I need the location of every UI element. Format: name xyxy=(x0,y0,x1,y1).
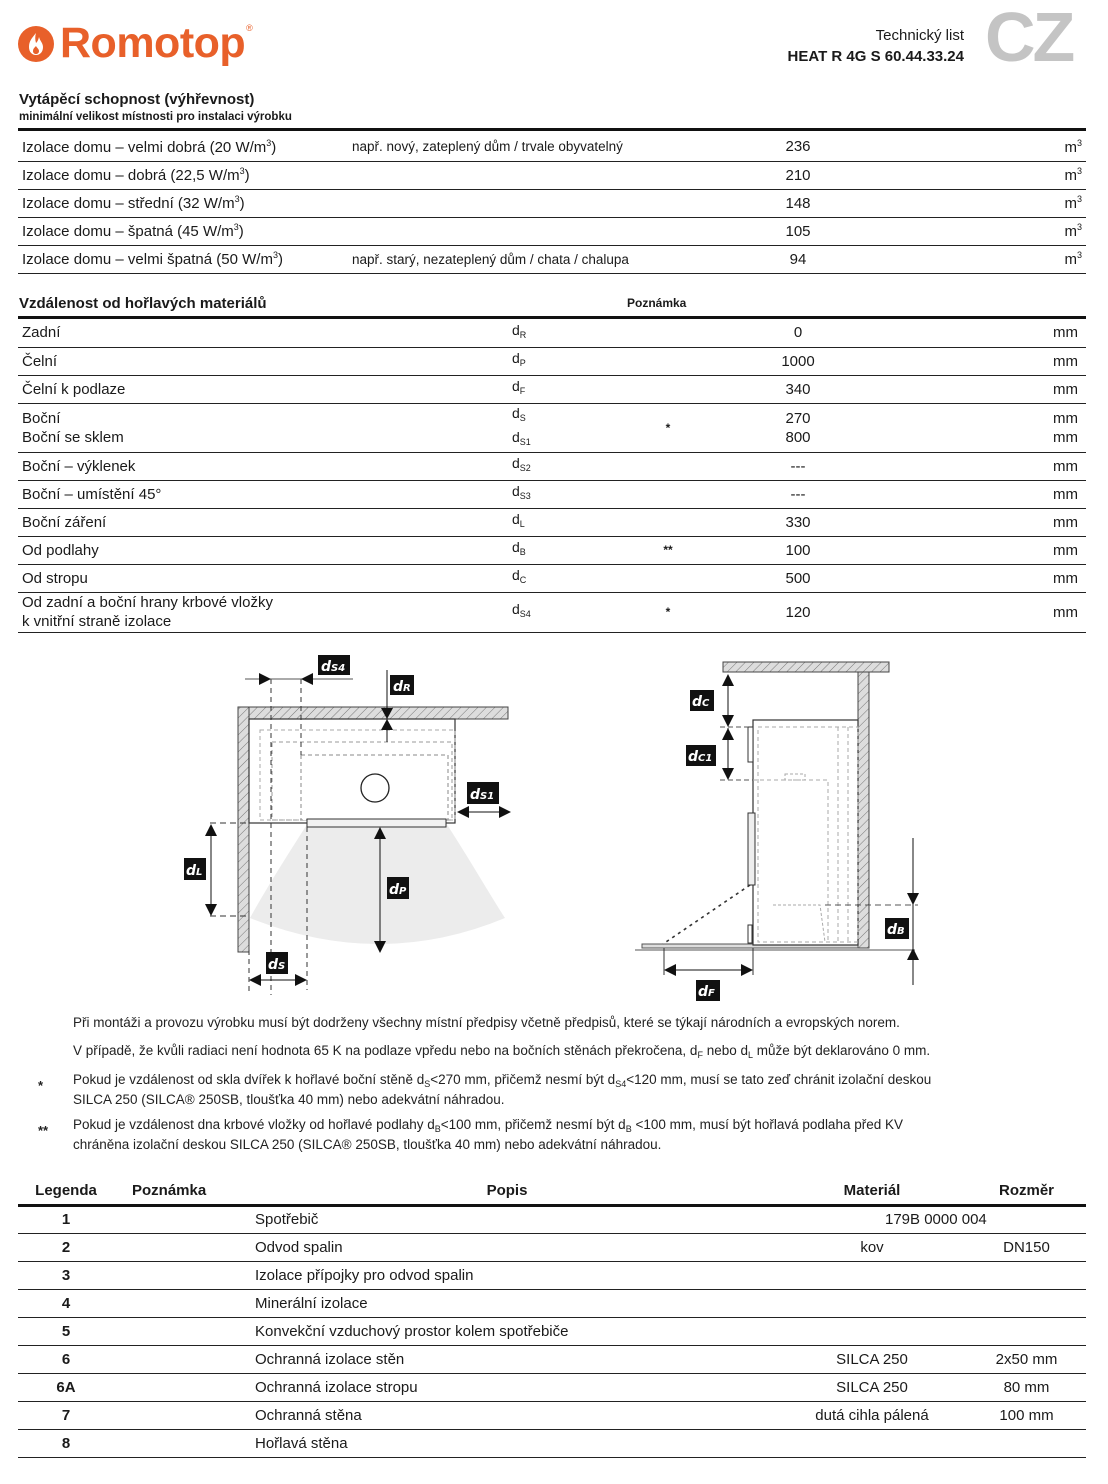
legend-note xyxy=(114,1261,237,1289)
svg-text:dS: dS xyxy=(268,957,286,973)
distance-symbol: $d_B$ xyxy=(508,536,638,564)
legend-row xyxy=(18,1205,1086,1233)
header-size: Rozměr xyxy=(998,1181,1054,1199)
distance-symbol: $d_{S2}$ xyxy=(508,452,638,480)
legend-row xyxy=(18,1261,1086,1289)
svg-text:dF: dF xyxy=(698,984,715,1000)
distance-row xyxy=(18,319,1086,347)
distance-label: Čelní xyxy=(18,347,508,375)
legend-id: 7 xyxy=(18,1401,114,1429)
distance-unit: mm xyxy=(898,536,1086,564)
distance-unit: mm xyxy=(898,452,1086,480)
heating-row xyxy=(18,161,1086,189)
volume-unit: $m^3$ xyxy=(828,217,1086,245)
legend-material xyxy=(777,1261,967,1289)
legend-note xyxy=(114,1289,237,1317)
distance-unit: mm xyxy=(898,564,1086,592)
insulation-label: Izolace domu – velmi dobrá (20 $W/m^3$) xyxy=(18,133,348,161)
distance-symbol: $d_{S3}$ xyxy=(508,480,638,508)
distance-label: Od zadní a boční hrany krbové vložky k vnitřní straně izolace xyxy=(18,592,508,632)
legend-note xyxy=(114,1429,237,1457)
legend-description: Ochranná izolace stropu xyxy=(237,1373,777,1401)
legend-row xyxy=(18,1401,1086,1429)
legend-id: 3 xyxy=(18,1261,114,1289)
distance-unit: mm xyxy=(898,480,1086,508)
distance-unit: mm xyxy=(898,508,1086,536)
legend-description: Ochranná stěna xyxy=(237,1401,777,1429)
legend-size: DN150 xyxy=(967,1233,1086,1261)
insulation-label: Izolace domu – špatná (45 $W/m^3$) xyxy=(18,217,348,245)
distance-label: Čelní k podlaze xyxy=(18,375,508,403)
distance-note xyxy=(638,480,698,508)
heating-row xyxy=(18,217,1086,245)
legend-note xyxy=(114,1345,237,1373)
legend-size xyxy=(967,1289,1086,1317)
radiation-zone xyxy=(250,823,505,944)
distance-symbol: $d_R$ xyxy=(508,319,638,347)
distance-value: 500 xyxy=(698,564,898,592)
legend-material: dutá cihla pálená xyxy=(777,1401,967,1429)
svg-text:dL: dL xyxy=(186,863,203,879)
insulation-label: Izolace domu – střední (32 $W/m^3$) xyxy=(18,189,348,217)
volume-unit: $m^3$ xyxy=(828,245,1086,273)
legend-description: Ochranná izolace stěn xyxy=(237,1345,777,1373)
legend-material: kov xyxy=(777,1233,967,1261)
legend-size: 80 mm xyxy=(967,1373,1086,1401)
door-glass xyxy=(307,819,446,827)
registered-mark: ® xyxy=(246,22,253,33)
legend-size xyxy=(967,1429,1086,1457)
distance-symbol: $d_S$ $d_{S1}$ xyxy=(508,403,638,452)
insulation-label: Izolace domu – velmi špatná (50 $W/m^3$) xyxy=(18,245,348,273)
legend-note xyxy=(114,1233,237,1261)
distance-label: Od stropu xyxy=(18,564,508,592)
heating-subtitle: minimální velikost místnosti pro instalaci výrobku xyxy=(19,111,292,123)
insulation-note xyxy=(348,217,768,245)
svg-text:dC: dC xyxy=(692,694,710,710)
room-volume: 210 xyxy=(768,161,828,189)
header-description: Popis xyxy=(486,1181,528,1199)
brand-logo xyxy=(18,19,253,67)
legend-note xyxy=(114,1401,237,1429)
distance-value: 340 xyxy=(698,375,898,403)
legend-size: 2x50 mm xyxy=(967,1345,1086,1373)
legend-description: Minerální izolace xyxy=(237,1289,777,1317)
distance-unit: mm xyxy=(898,319,1086,347)
distance-value: 0 xyxy=(698,319,898,347)
distance-unit: mm mm xyxy=(898,403,1086,452)
legend-material: SILCA 250 xyxy=(777,1373,967,1401)
room-volume: 148 xyxy=(768,189,828,217)
heating-row xyxy=(18,189,1086,217)
note-line-1: Při montáži a provozu výrobku musí být dodrženy všechny místní předpisy včetně předpisů, které se týkají národních a evropských norem. xyxy=(73,1015,900,1030)
legend-size xyxy=(967,1317,1086,1345)
heating-title: Vytápěcí schopnost (výhřevnost) xyxy=(19,91,255,108)
distances-title: Vzdálenost od hořlavých materiálů xyxy=(19,295,267,312)
legend-id: 6 xyxy=(18,1345,114,1373)
volume-unit: $m^3$ xyxy=(828,133,1086,161)
distance-symbol: $d_L$ xyxy=(508,508,638,536)
legend-material xyxy=(777,1317,967,1345)
legend-description: Konvekční vzduchový prostor kolem spotřebiče xyxy=(237,1317,777,1345)
label-ds1 xyxy=(467,782,499,804)
legend-id: 8 xyxy=(18,1429,114,1457)
svg-text:dR: dR xyxy=(393,679,411,695)
label-dc1 xyxy=(686,745,716,766)
label-dl xyxy=(184,858,206,880)
footnote-mark-1: * xyxy=(38,1078,44,1093)
legend-size xyxy=(967,1261,1086,1289)
rear-wall xyxy=(238,707,508,719)
header-material: Materiál xyxy=(843,1181,901,1199)
svg-text:dB: dB xyxy=(887,922,905,938)
legend-description: Izolace přípojky pro odvod spalin xyxy=(237,1261,777,1289)
distance-label: Boční – umístění 45° xyxy=(18,480,508,508)
distance-label: Boční – výklenek xyxy=(18,452,508,480)
svg-text:dS1: dS1 xyxy=(470,787,495,803)
distance-label: Zadní xyxy=(18,319,508,347)
distance-row xyxy=(18,508,1086,536)
label-dp xyxy=(387,877,409,899)
room-volume: 105 xyxy=(768,217,828,245)
distance-row xyxy=(18,536,1086,564)
insulation-note: např. nový, zateplený dům / trvale obyvatelný xyxy=(348,133,768,161)
label-dr xyxy=(390,675,414,695)
distance-row xyxy=(18,375,1086,403)
language-code: CZ xyxy=(985,0,1073,76)
distance-unit: mm xyxy=(898,375,1086,403)
legend-note xyxy=(114,1317,237,1345)
distance-note xyxy=(638,375,698,403)
side-wall xyxy=(238,707,249,952)
distance-value: --- xyxy=(698,452,898,480)
label-db xyxy=(885,918,909,939)
distance-note: * xyxy=(638,403,698,452)
distance-row xyxy=(18,403,1086,452)
legend-row xyxy=(18,1429,1086,1457)
legend-material xyxy=(777,1429,967,1457)
room-volume: 94 xyxy=(768,245,828,273)
heating-row xyxy=(18,133,1086,161)
brand-name: Romotop xyxy=(60,19,246,67)
distance-row xyxy=(18,480,1086,508)
distance-note xyxy=(638,319,698,347)
distance-unit: mm xyxy=(898,592,1086,632)
legend-row xyxy=(18,1317,1086,1345)
distance-value: 1000 xyxy=(698,347,898,375)
room-volume: 236 xyxy=(768,133,828,161)
legend-description: Odvod spalin xyxy=(237,1233,777,1261)
heating-row xyxy=(18,245,1086,273)
header-note: Poznámka xyxy=(132,1181,207,1199)
legend-row xyxy=(18,1289,1086,1317)
distance-value: 270 800 xyxy=(698,403,898,452)
distance-row xyxy=(18,564,1086,592)
legend-id: 2 xyxy=(18,1233,114,1261)
distance-note xyxy=(638,347,698,375)
legend-row xyxy=(18,1233,1086,1261)
distance-row xyxy=(18,452,1086,480)
heating-table xyxy=(18,133,1086,274)
legend-row xyxy=(18,1345,1086,1373)
distance-value: 100 xyxy=(698,536,898,564)
svg-text:dP: dP xyxy=(389,882,407,898)
insulation-label: Izolace domu – dobrá (22,5 $W/m^3$) xyxy=(18,161,348,189)
flame-icon xyxy=(18,26,54,62)
distance-note xyxy=(638,564,698,592)
footnote-1: Pokud je vzdálenost od skla dvířek k hořlavé boční stěně $d_S<270$ mm, přičemž nesmí být $d_{S4}<120$ mm, musí se tato zeď chránit izolační deskou SILCA 250 (SILCA® 250SB, tloušťka 40 mm) nebo adekvátní náhradou. xyxy=(73,1072,932,1107)
distance-label: Boční záření xyxy=(18,508,508,536)
distance-note xyxy=(638,452,698,480)
legend-material: 179B 0000 004 xyxy=(777,1205,1086,1233)
svg-text:dS4: dS4 xyxy=(321,659,346,675)
legend-id: 1 xyxy=(18,1205,114,1233)
model-name: HEAT R 4G S 60.44.33.24 xyxy=(787,48,964,65)
distance-value: 120 xyxy=(698,592,898,632)
svg-text:dC1: dC1 xyxy=(688,749,713,765)
legend-row xyxy=(18,1373,1086,1401)
document-type: Technický list xyxy=(875,27,964,44)
legend-note xyxy=(114,1205,237,1233)
legend-material: SILCA 250 xyxy=(777,1345,967,1373)
insulation-note xyxy=(348,161,768,189)
back-wall xyxy=(858,672,869,948)
volume-unit: $m^3$ xyxy=(828,189,1086,217)
distance-note xyxy=(638,508,698,536)
flue-outlet xyxy=(361,774,389,802)
legend-description: Hořlavá stěna xyxy=(237,1429,777,1457)
distance-symbol: $d_F$ xyxy=(508,375,638,403)
legend-table xyxy=(18,1177,1086,1458)
distance-label: Od podlahy xyxy=(18,536,508,564)
distance-unit: mm xyxy=(898,347,1086,375)
label-ds xyxy=(266,952,288,974)
legend-id: 6A xyxy=(18,1373,114,1401)
distance-row xyxy=(18,592,1086,632)
insulation-note: např. starý, nezateplený dům / chata / chalupa xyxy=(348,245,768,273)
distance-note: ** xyxy=(638,536,698,564)
volume-unit: $m^3$ xyxy=(828,161,1086,189)
side-view-diagram xyxy=(630,650,930,1005)
note-header: Poznámka xyxy=(627,296,687,310)
legend-material xyxy=(777,1289,967,1317)
distances-table xyxy=(18,319,1086,633)
legend-size: 100 mm xyxy=(967,1401,1086,1429)
distance-label: Boční Boční se sklem xyxy=(18,403,508,452)
distance-symbol: $d_P$ xyxy=(508,347,638,375)
insulation-note xyxy=(348,189,768,217)
footnote-mark-2: ** xyxy=(38,1123,49,1138)
legend-id: 4 xyxy=(18,1289,114,1317)
distance-note: * xyxy=(638,592,698,632)
legend-description: Spotřebič xyxy=(237,1205,777,1233)
legend-id: 5 xyxy=(18,1317,114,1345)
distance-symbol: $d_C$ xyxy=(508,564,638,592)
label-df xyxy=(696,980,720,1001)
distance-symbol: $d_{S4}$ xyxy=(508,592,638,632)
label-dc xyxy=(690,690,714,711)
distance-row xyxy=(18,347,1086,375)
distance-value: --- xyxy=(698,480,898,508)
top-view-diagram xyxy=(170,650,530,995)
note-line-2: V případě, že kvůli radiaci není hodnota 65 K na podlaze vpředu nebo na bočních stěnách překročena, $d_F$ nebo $d_L$ může být deklarováno 0 mm. xyxy=(73,1043,931,1060)
ceiling xyxy=(723,662,889,672)
footnote-2: Pokud je vzdálenost dna krbové vložky od hořlavé podlahy $d_B<100$ mm, přičemž nesmí být $d_B <100$ mm, musí být hořlavá podlaha před KV chráněna izolační deskou SILCA 250 (SILCA® 250SB, tloušťka 40 mm) nebo adekvátní náhradou. xyxy=(73,1117,903,1152)
legend-note xyxy=(114,1373,237,1401)
heating-rule xyxy=(18,128,1086,131)
distance-value: 330 xyxy=(698,508,898,536)
label-ds4 xyxy=(318,655,350,675)
header-legend: Legenda xyxy=(35,1181,97,1199)
